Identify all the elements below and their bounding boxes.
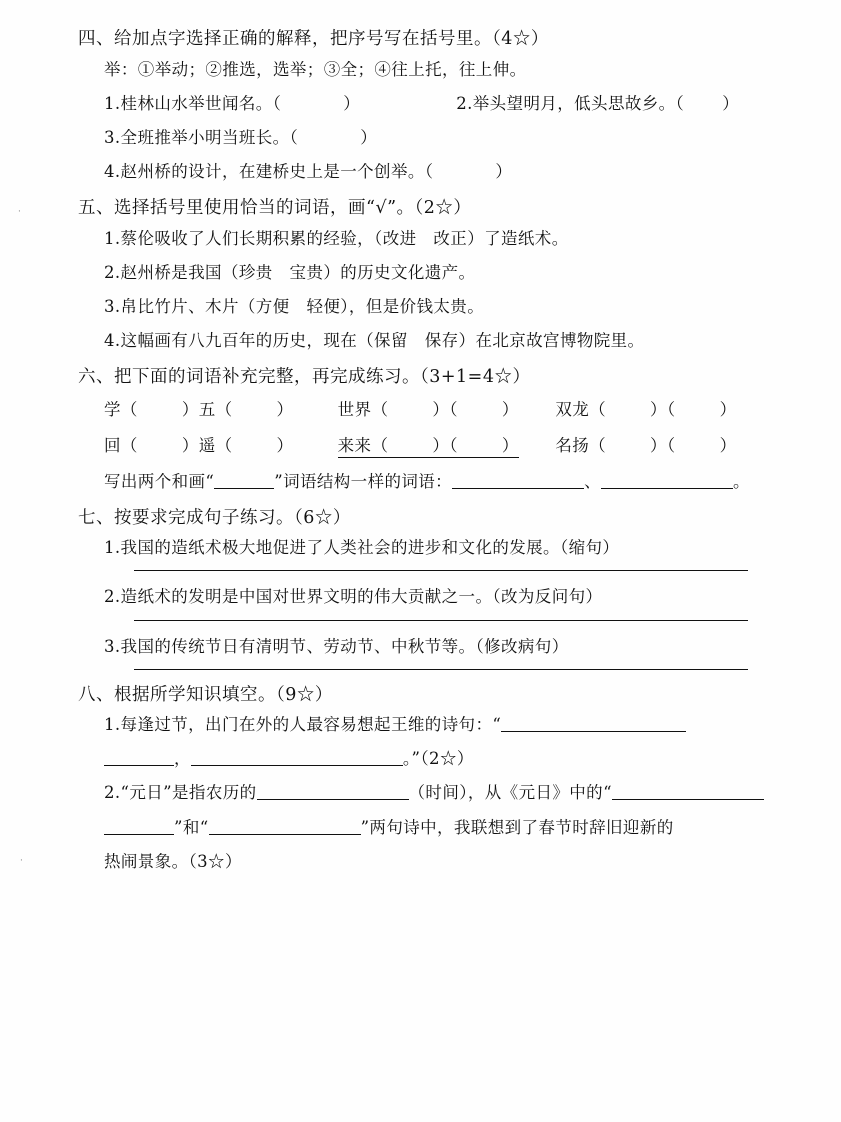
word-blank-group[interactable]	[555, 396, 755, 420]
section-7-heading: 七、按要求完成句子练习。（6☆）	[78, 507, 351, 528]
word-blank-group-underlined[interactable]	[338, 432, 550, 458]
practice-end: 。	[733, 471, 750, 491]
answer-blank-1[interactable]	[452, 471, 584, 489]
item-no-2: 2.	[456, 93, 473, 113]
word-prefix: 回（	[104, 435, 138, 455]
section-4	[78, 28, 768, 183]
section-8-heading: 八、根据所学知识填空。（9☆）	[78, 684, 333, 705]
page-artifact-left: ·	[18, 207, 21, 217]
section-4-lead: 举：①举动；②推选，选举；③全；④往上托，往上伸。	[104, 59, 527, 79]
practice-prefix: 写出两个和画“	[104, 471, 215, 491]
answer-blank[interactable]	[257, 783, 409, 801]
word-suffix: ）	[276, 399, 294, 419]
section-6-heading: 六、把下面的词语补充完整，再完成练习。（3+1=4☆）	[78, 367, 531, 387]
question-text: ”两句诗中，我联想到了春节时辞旧迎新的	[360, 817, 674, 837]
item-paren-close: ）	[360, 127, 378, 147]
question-text: 。”（2☆）	[402, 749, 474, 769]
question-text: ，	[174, 749, 191, 769]
page-artifact-left-2: ·	[20, 856, 23, 866]
section-6-practice	[78, 470, 768, 493]
section-7-item-2: 2.造纸术的发明是中国对世界文明的伟大贡献之一。（改为反问句）	[104, 587, 603, 607]
word-prefix: 名扬（	[555, 435, 607, 455]
section-5-item-4[interactable]: 4.这幅画有八九百年的历史，现在（保留 保存）在北京故宫博物院里。	[104, 330, 645, 350]
section-5-item-2[interactable]: 2.赵州桥是我国（珍贵 宝贵）的历史文化遗产。	[104, 262, 476, 282]
word-mid: ）（	[432, 399, 458, 419]
section-5	[78, 197, 768, 352]
worksheet-body	[78, 28, 768, 887]
section-8-item-1-line-1	[78, 713, 768, 736]
section-5-heading: 五、选择括号里使用恰当的词语，画“√”。（2☆）	[78, 198, 472, 218]
answer-blank[interactable]	[104, 749, 174, 767]
item-text: 桂林山水举世闻名。（	[120, 93, 282, 113]
item-paren-close: ）	[343, 93, 361, 113]
item-no: 4.	[104, 161, 121, 181]
section-6-row-2	[78, 432, 768, 458]
word-suffix: ）	[719, 399, 737, 419]
word-mid: ）（	[650, 399, 676, 419]
item-paren-close-2: ）	[722, 93, 740, 113]
answer-rule-line-1[interactable]	[134, 570, 748, 571]
section-6-row-1	[78, 396, 768, 420]
underlined-word-group	[338, 432, 519, 458]
section-8	[78, 684, 768, 873]
section-6	[78, 366, 768, 493]
word-suffix: ）	[276, 435, 294, 455]
answer-blank[interactable]	[104, 817, 174, 835]
answer-blank[interactable]	[501, 715, 686, 733]
section-4-item-3	[78, 160, 768, 183]
word-blank-group[interactable]	[104, 432, 332, 456]
section-8-item-1-line-2	[78, 747, 768, 770]
word-suffix: ）	[719, 435, 737, 455]
word-mid: ）（	[650, 435, 676, 455]
practice-mid: ”词语结构一样的词语：	[274, 471, 453, 491]
question-text: ”和“	[174, 817, 209, 837]
practice-separator: 、	[584, 471, 601, 491]
item-paren-close: ）	[495, 161, 513, 181]
section-4-item-2	[78, 126, 768, 149]
section-5-item-1[interactable]: 1.蔡伦吸收了人们长期积累的经验，（改进 改正）了造纸术。	[104, 228, 569, 248]
word-mid: ）五（	[181, 399, 233, 419]
section-5-item-3[interactable]: 3.帛比竹片、木片（方便 轻便），但是价钱太贵。	[104, 296, 485, 316]
question-text: 2.“元日”是指农历的	[104, 783, 257, 803]
question-text: （时间），从《元日》中的“	[408, 783, 612, 803]
word-suffix: ）	[501, 435, 519, 455]
word-blank-group[interactable]	[555, 432, 755, 456]
word-prefix: 来来（	[337, 435, 389, 455]
section-7-item-3: 3.我国的传统节日有清明节、劳动节、中秋节等。（修改病句）	[104, 636, 569, 656]
word-blank-group[interactable]	[104, 396, 332, 420]
section-4-item-1	[78, 92, 768, 115]
section-7	[78, 507, 768, 670]
answer-blank-2[interactable]	[601, 471, 733, 489]
section-8-item-2-line-3: 热闹景象。（3☆）	[104, 851, 242, 871]
word-suffix: ）	[501, 399, 519, 419]
answer-blank[interactable]	[209, 817, 361, 835]
section-7-item-1: 1.我国的造纸术极大地促进了人类社会的进步和文化的发展。（缩句）	[104, 538, 620, 558]
item-no: 3.	[104, 127, 121, 147]
answer-rule-line-3[interactable]	[134, 669, 748, 670]
item-text-2: 举头望明月，低头思故乡。（	[472, 93, 685, 113]
section-4-heading: 四、给加点字选择正确的解释，把序号写在括号里。（4☆）	[78, 29, 549, 49]
section-8-item-2-line-2	[78, 816, 768, 839]
quoted-blank[interactable]	[214, 471, 274, 489]
word-blank-group[interactable]	[338, 396, 550, 420]
answer-blank[interactable]	[612, 783, 764, 801]
word-prefix: 双龙（	[555, 399, 607, 419]
section-8-item-2-line-1	[78, 781, 768, 804]
word-prefix: 学（	[104, 399, 138, 419]
answer-blank[interactable]	[191, 749, 403, 767]
answer-rule-line-2[interactable]	[134, 620, 748, 621]
item-text: 赵州桥的设计，在建桥史上是一个创举。（	[120, 161, 434, 181]
word-mid: ）（	[432, 435, 458, 455]
word-prefix: 世界（	[337, 399, 389, 419]
item-no: 1.	[104, 93, 121, 113]
word-mid: ）遥（	[181, 435, 233, 455]
item-text: 全班推举小明当班长。（	[120, 127, 299, 147]
question-text: 1.每逢过节，出门在外的人最容易想起王维的诗句：“	[104, 715, 502, 735]
